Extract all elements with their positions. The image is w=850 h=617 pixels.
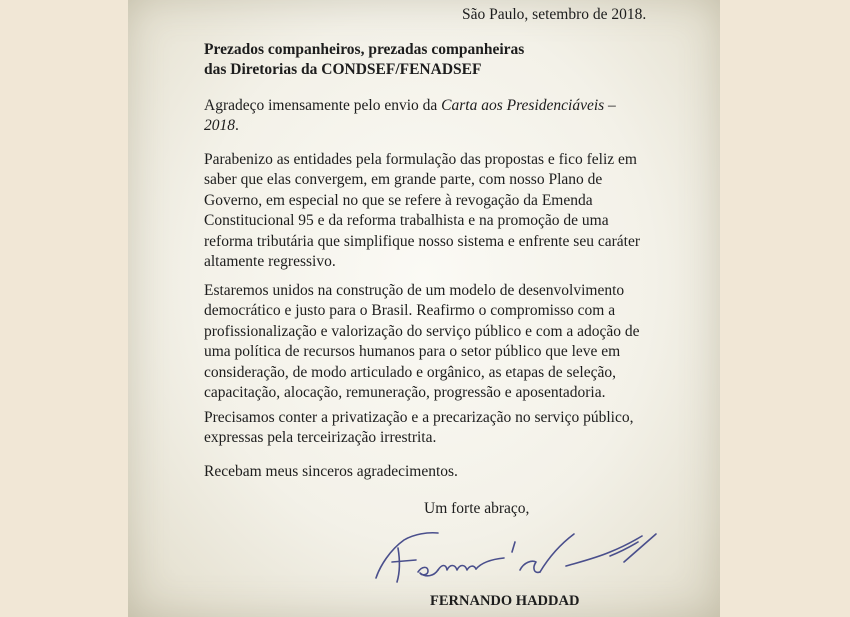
salutation-line: Prezados companheiros, prezadas companheiras: [204, 41, 525, 58]
letter-date: São Paulo, setembro de 2018.: [462, 6, 647, 23]
paragraph-line: capacitação, alocação, remuneração, progressão e aposentadoria.: [204, 384, 606, 402]
paragraph-thanks: [204, 96, 616, 137]
paragraph-line: Parabenizo as entidades pela formulação das propostas e fico feliz em: [204, 151, 637, 168]
paragraph-line: democrático e justo para o Brasil. Reafirmo o compromisso com a: [204, 302, 616, 320]
signature-name: FERNANDO HADDAD: [430, 593, 580, 609]
paragraph-line: profissionalização e valorização do serviço público e com a adoção de: [204, 322, 640, 340]
closing-line: Um forte abraço,: [424, 500, 530, 517]
paragraph-proposals: [204, 150, 640, 272]
paragraph-line: [204, 96, 616, 116]
paragraph-thanks-closing: Recebam meus sinceros agradecimentos.: [204, 463, 458, 480]
paragraph-line: altamente regressivo.: [204, 253, 336, 271]
salutation-line: das Diretorias da CONDSEF/FENADSEF: [204, 61, 482, 79]
letter-paper: [128, 0, 720, 617]
document-title: 2018: [204, 117, 235, 135]
paragraph-privatization: [204, 408, 633, 449]
paragraph-line: Constitucional 95 e da reforma trabalhista e na promoção de uma: [204, 212, 609, 230]
salutation: [204, 40, 524, 81]
paragraph-commitment: [204, 281, 640, 403]
handwritten-signature: [370, 522, 660, 590]
paragraph-line: saber que elas convergem, em grande parte, com nosso Plano de: [204, 171, 603, 189]
paragraph-line: consideração, de modo articulado e orgânico, as etapas de seleção,: [204, 363, 617, 381]
thanks-lead: Agradeço imensamente pelo envio da: [204, 97, 442, 114]
paragraph-line: Governo, em especial no que se refere à revogação da Emenda: [204, 191, 593, 209]
document-title: Carta aos Presidenciáveis –: [441, 97, 616, 114]
paragraph-line: Precisamos conter a privatização e a precarização no serviço público,: [204, 409, 634, 426]
paragraph-line: reforma tributária que simplifique nosso sistema e enfrente seu caráter: [204, 232, 640, 250]
period: .: [235, 117, 239, 135]
paragraph-line: expressas pela terceirização irrestrita.: [204, 429, 437, 447]
paragraph-line: [204, 116, 616, 136]
paragraph-line: Estaremos unidos na construção de um modelo de desenvolvimento: [204, 282, 625, 299]
paragraph-line: uma política de recursos humanos para o setor público que leve em: [204, 343, 621, 361]
